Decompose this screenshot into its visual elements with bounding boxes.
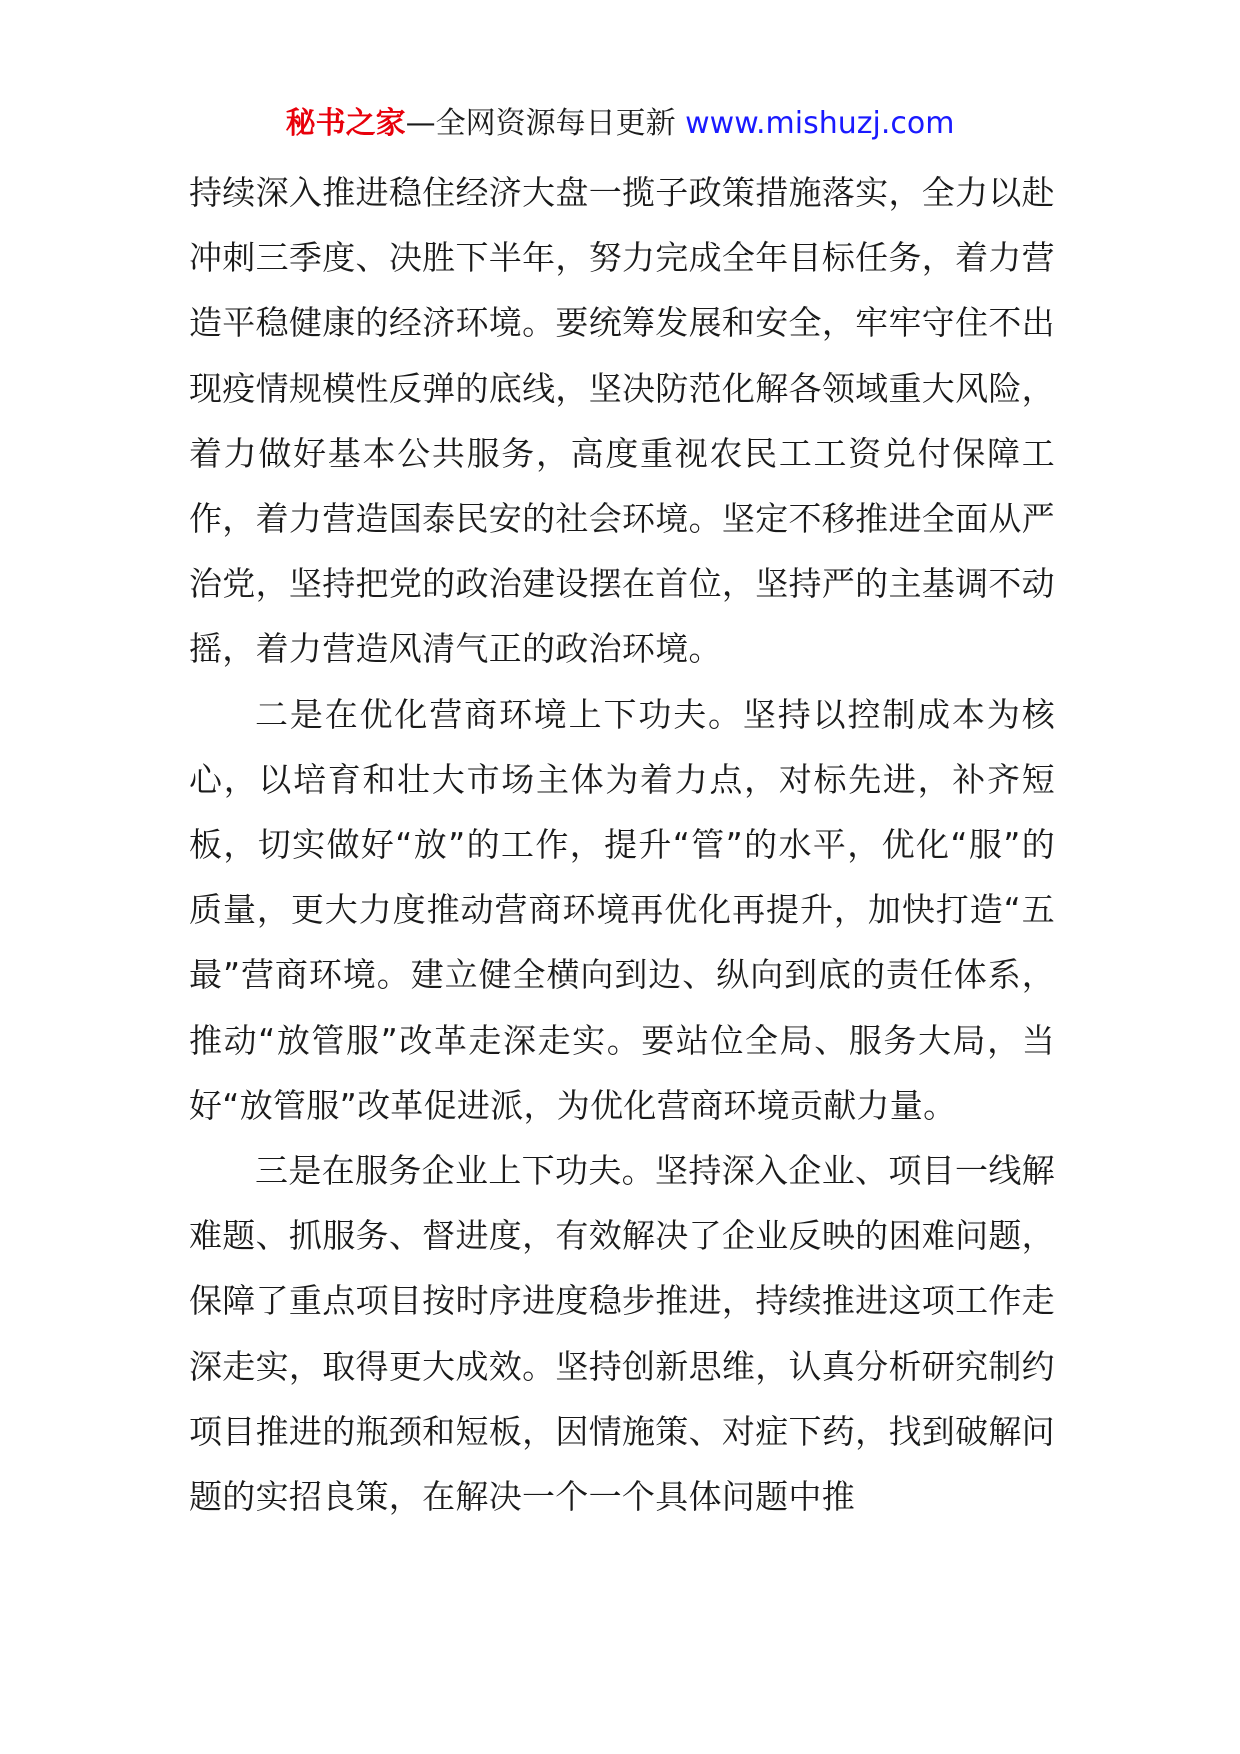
paragraph-serving-enterprises: 三是在服务企业上下功夫。坚持深入企业、项目一线解难题、抓服务、督进度，有效解决了企业反映的困难问题，保障了重点项目按时序进度稳步推进，持续推进这项工作走深走实，取得更大成效。坚持创新思维，认真分析研究制约项目推进的瓶颈和短板，因情施策、对症下药，找到破解问题的实招良策，在解决一个一个具体问题中推 — [189, 1151, 1055, 1517]
page-header — [0, 98, 1240, 150]
paragraph-business-environment: 二是在优化营商环境上下功夫。坚持以控制成本为核心，以培育和壮大市场主体为着力点，对标先进，补齐短板，切实做好“放”的工作，提升“管”的水平，优化“服”的质量，更大力度推动营商环境再优化再提升，加快打造“五最”营商环境。建立健全横向到边、纵向到底的责任体系，推动“放管服”改革走深走实。要站位全局、服务大局，当好“放管服”改革促进派，为优化营商环境贡献力量。 — [189, 694, 1055, 1125]
site-url-link[interactable]: www.mishuzj.com — [685, 106, 955, 141]
header-tagline: —全网资源每日更新 — [405, 106, 676, 141]
brand-name: 秘书之家 — [285, 106, 406, 141]
paragraph-continued: 持续深入推进稳住经济大盘一揽子政策措施落实，全力以赴冲刺三季度、决胜下半年，努力完成全年目标任务，着力营造平稳健康的经济环境。要统筹发展和安全，牢牢守住不出现疫情规模性反弹的底线，坚决防范化解各领域重大风险，着力做好基本公共服务，高度重视农民工工资兑付保障工作，着力营造国泰民安的社会环境。坚定不移推进全面从严治党，坚持把党的政治建设摆在首位，坚持严的主基调不动摇，着力营造风清气正的政治环境。 — [189, 173, 1055, 669]
document-body — [189, 160, 1055, 1529]
